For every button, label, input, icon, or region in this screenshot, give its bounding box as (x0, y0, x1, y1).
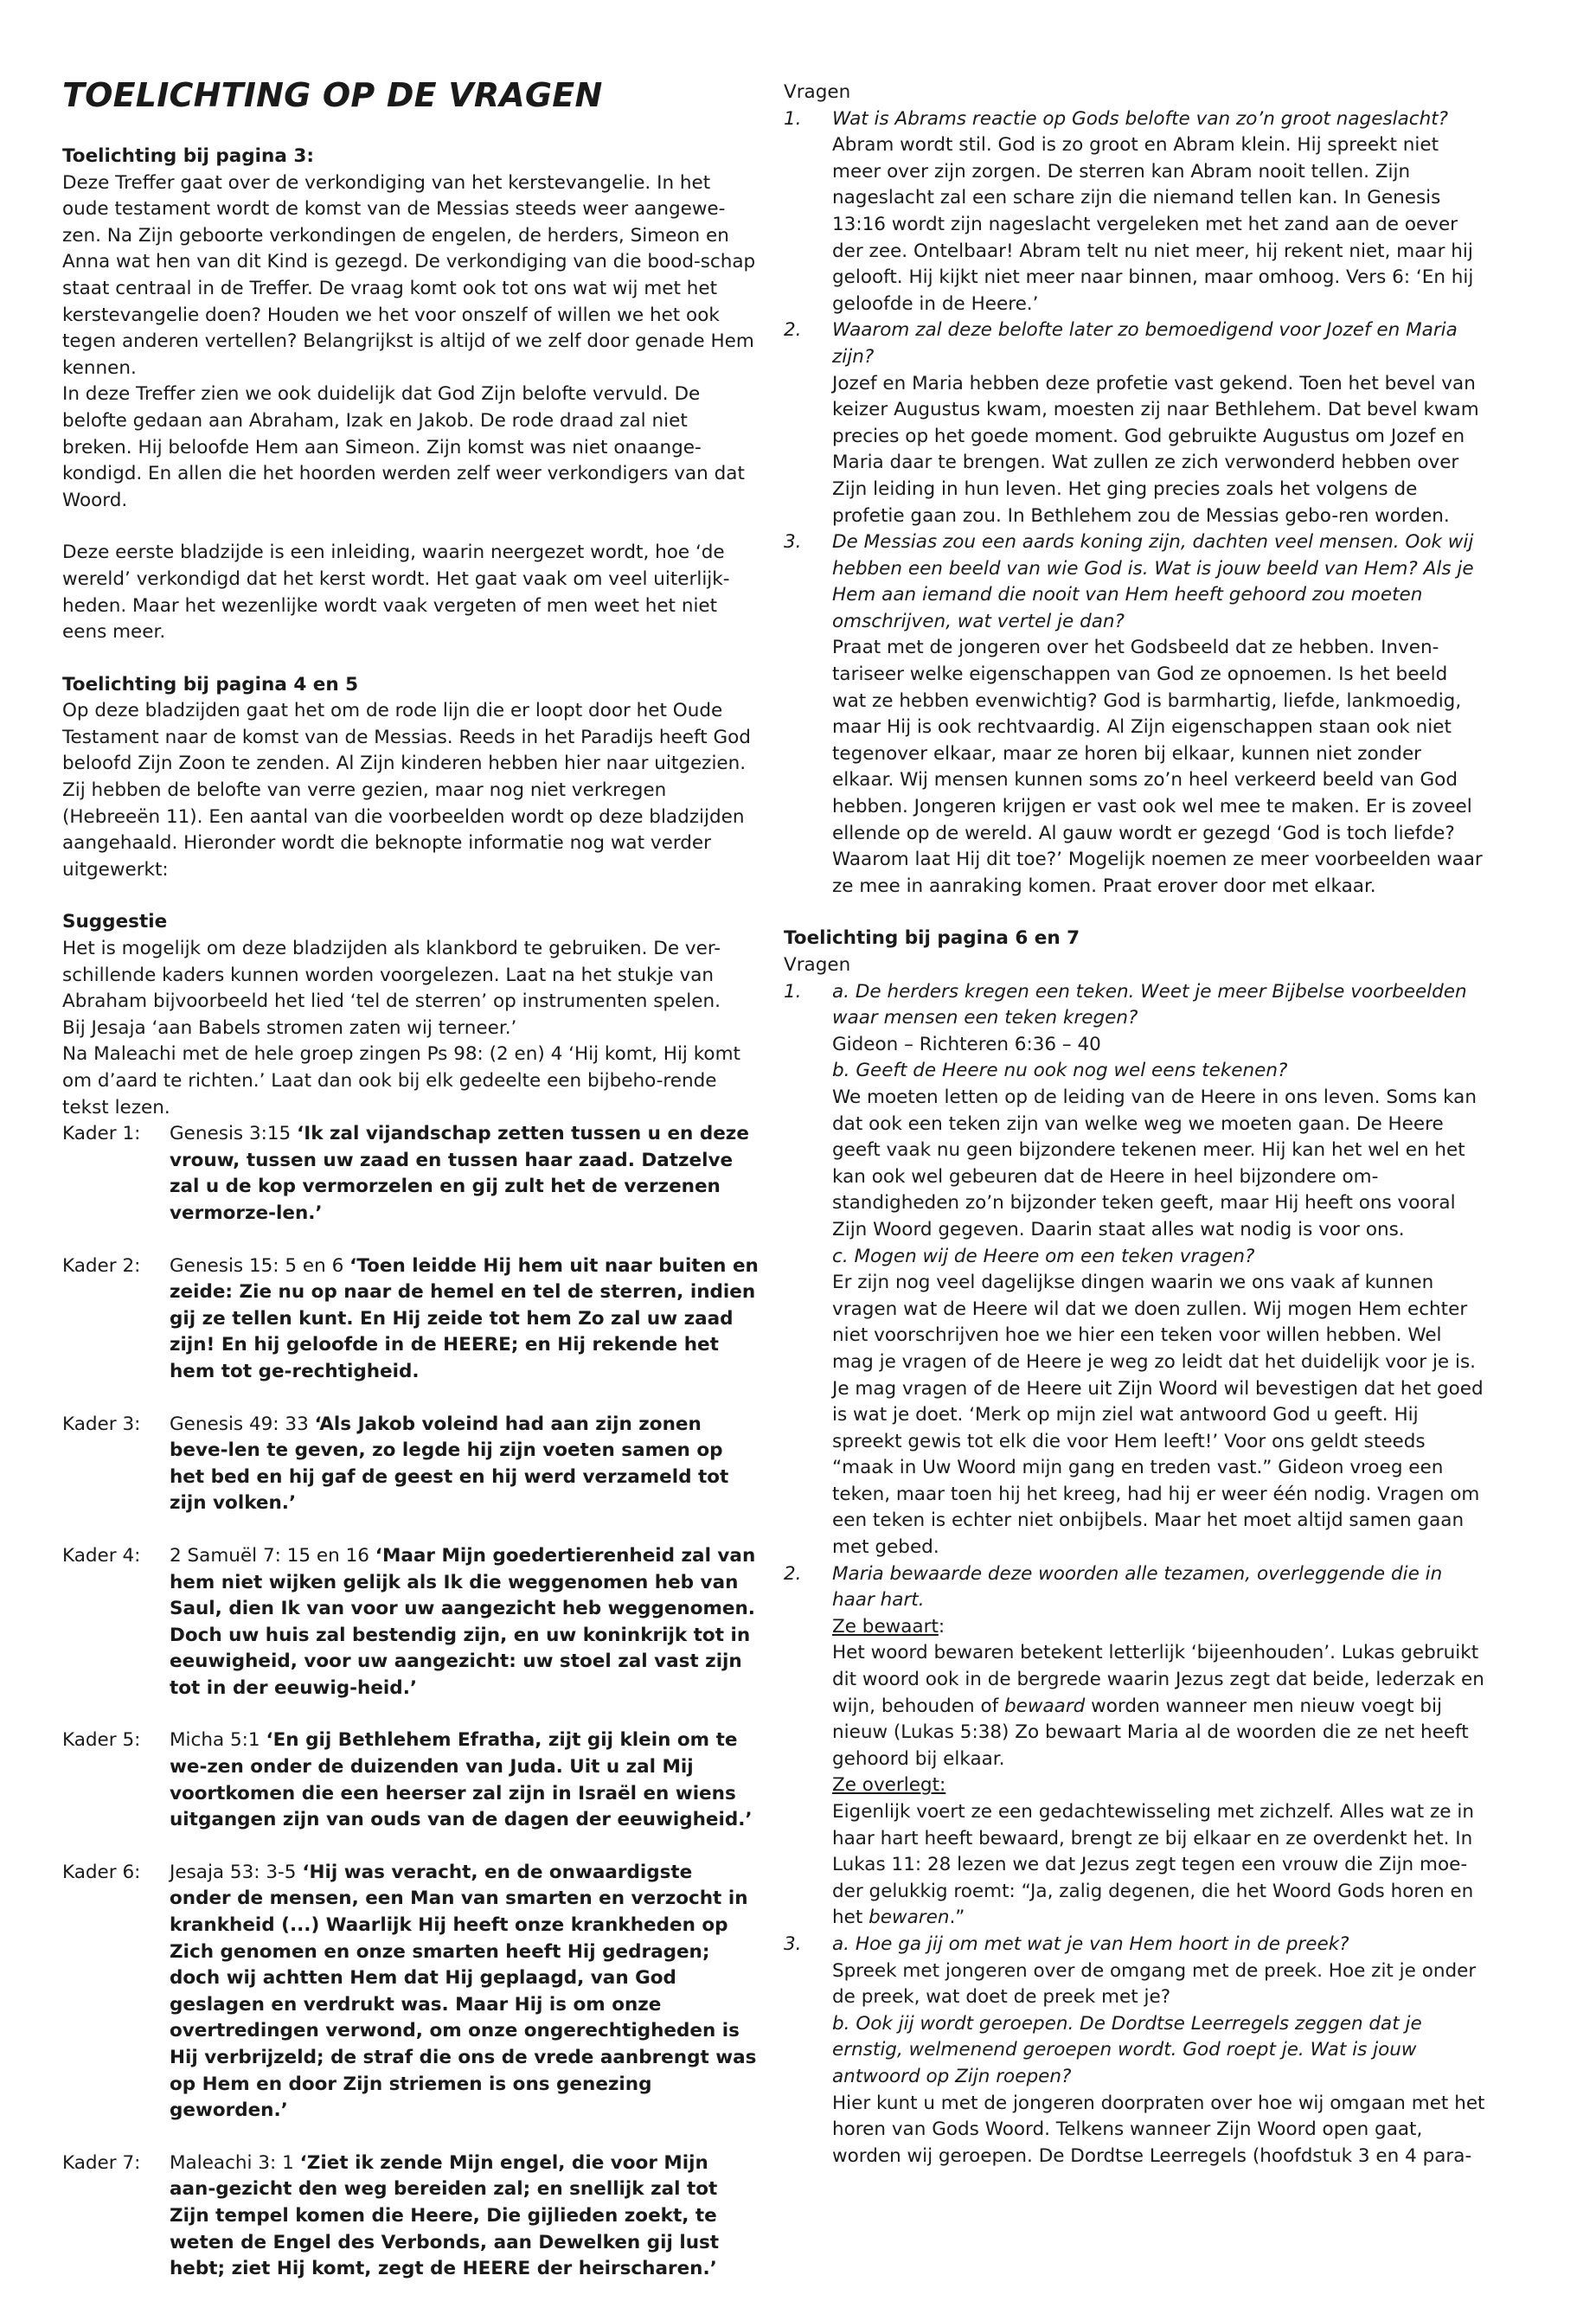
section-heading-page-3: Toelichting bij pagina 3: (62, 145, 314, 167)
question-item (784, 317, 1486, 529)
question-text: b. Geeft de Heere nu ook nog wel eens tekenen? (832, 1060, 1288, 1082)
question-number: 1. (784, 107, 802, 130)
kader-label: Kader 1: (62, 1123, 141, 1145)
answer-text: Praat met de jongeren over het Godsbeeld dat ze hebben. Inven-tariseer welke eigenschappen van God ze opnoemen. Is het beeld wat ze hebben evenwichtig? God is barmhartig, liefde, lankmoedig, maar Hij is ook rechtvaardig. Al Zijn eigenschappen staan ook niet tegenover elkaar, maar ze horen bij elkaar, kunnen niet zonder elkaar. Wij mensen kunnen soms zo’n heel verkeerd beeld van God hebben. Jongeren krijgen er vast ook wel mee te maken. Er is zoveel ellende op de wereld. Al gauw wordt er gezegd ‘God is toch liefde? Waarom laat Hij dit toe?’ Mogelijk noemen ze meer voorbeelden waar ze mee in aanraking komen. Praat erover door met elkaar. (832, 637, 1483, 897)
kader-item (62, 1412, 760, 1517)
right-column (784, 80, 1486, 2170)
kader-quote: ‘En gij Bethlehem Efratha, zijt gij klein om te we-zen onder de duizenden van Juda. Uit u zal Mij voortkomen die een heerser zal zijn in Israël en wiens uitgangen zijn van ouds van de dagen der eeuwigheid.’ (170, 1729, 753, 1831)
question-number: 3. (784, 1932, 802, 1955)
question-item (784, 979, 1486, 1561)
kader-item (62, 1543, 760, 1702)
question-text: Waarom zal deze belofte later zo bemoedigend voor Jozef en Maria zijn? (832, 319, 1458, 368)
paragraph: Deze Treffer gaat over de verkondiging van het kerstevangelie. In het oude testament wordt de komst van de Messias steeds weer aangewe-zen. Na Zijn geboorte verkondingen de engelen, de herders, Simeon en Anna wat hen van dit Kind is gezegd. De verkondiging van die bood-schap staat centraal in de Treffer. De vraag komt ook tot ons wat wij met het kerstevangelie doen? Houden we het voor onszelf of willen we het ook tegen anderen vertellen? Belangrijkst is altijd of we zelf door genade Hem kennen. (62, 171, 756, 379)
answer-text: Gideon – Richteren 6:36 – 40 (832, 1033, 1101, 1055)
section-heading-page-4-5: Toelichting bij pagina 4 en 5 (62, 673, 359, 695)
kader-reference: 2 Samuël 7: 15 en 16 (170, 1544, 369, 1567)
kader-item (62, 1860, 760, 2125)
kader-reference: Genesis 3:15 (170, 1123, 292, 1145)
kader-quote: ‘Als Jakob voleind had aan zijn zonen beve-len te geven, zo legde hij zijn voeten samen op het bed en hij gaf de geest en hij werd verzameld tot zijn volken.’ (170, 1413, 729, 1515)
question-item (784, 1932, 1486, 2170)
subheading-bewaart: Ze bewaart (832, 1615, 939, 1638)
answer-text: Eigenlijk voert ze een gedachtewisseling met zichzelf. Alles wat ze in haar hart heeft bewaard, brengt ze bij elkaar en ze overdenkt het. In Lukas 11: 28 lezen we dat Jezus zegt tegen een vrouw die Zijn moe-der gelukkig roemt: “Ja, zalig degenen, die het Woord Gods horen en het bewaren.” (832, 1801, 1474, 1929)
paragraph: In deze Treffer zien we ook duidelijk dat God Zijn belofte vervuld. De belofte gedaan aan Abraham, Izak en Jakob. De rode draad zal niet breken. Hij beloofde Hem aan Simeon. Zijn komst was niet onaange-kondigd. En allen die het hoorden werden zelf weer verkondigers van dat Woord. (62, 383, 745, 511)
question-text: Maria bewaarde deze woorden alle tezamen, overleggende die in haar hart. (832, 1562, 1443, 1612)
kader-label: Kader 5: (62, 1729, 141, 1752)
vragen-label: Vragen (784, 81, 851, 103)
kader-item (62, 1121, 760, 1227)
answer-text: Abram wordt stil. God is zo groot en Abram klein. Hij spreekt niet meer over zijn zorgen. De sterren kan Abram nooit tellen. Zijn nageslacht zal een schare zijn die niemand tellen kan. In Genesis 13:16 wordt zijn nageslacht vergeleken met het zand aan de oever der zee. Ontelbaar! Abram telt nu niet meer, hij rekent niet, maar hij gelooft. Hij kijkt niet meer naar binnen, maar omhoog. Vers 6: ‘En hij geloofde in de Heere.’ (832, 134, 1474, 315)
question-text: a. Hoe ga jij om met wat je van Hem hoort in de preek? (832, 1932, 1349, 1955)
kader-label: Kader 7: (62, 2151, 141, 2174)
answer-text: Er zijn nog veel dagelijkse dingen waarin we ons vaak af kunnen vragen wat de Heere wil dat we doen zullen. Wij mogen Hem echter niet voorschrijven hoe we hier een teken voor willen hebben. Wel mag je vragen of de Heere je weg zo leidt dat het duidelijk voor je is. Je mag vragen of de Heere uit Zijn Woord wil bevestigen dat het goed is wat je doet. ‘Merk op mijn ziel wat antwoord God u geeft. Hij spreekt gewis tot elk die voor Hem leeft!’ Voor ons geldt steeds “maak in Uw Woord mijn gang en treden vast.” Gideon vroeg een teken, maar toen hij het kreeg, had hij er weer één nodig. Vragen om een teken is echter niet onbijbels. Maar het moet altijd samen gaan met gebed. (832, 1272, 1484, 1559)
paragraph: Op deze bladzijden gaat het om de rode lijn die er loopt door het Oude Testament naar de komst van de Messias. Reeds in het Paradijs heeft God beloofd Zijn Zoon te zenden. Al Zijn kinderen hebben hier naar uitgezien. Zij hebben de belofte van verre gezien, maar nog niet verkregen (Hebreeën 11). Een aantal van die voorbeelden wordt op deze bladzijden aangehaald. Hieronder wordt die beknopte informatie nog wat verder uitgewerkt: (62, 700, 751, 881)
paragraph: Na Maleachi met de hele groep zingen Ps 98: (2 en) 4 ‘Hij komt, Hij komt om d’aard te richten.’ Laat dan ook bij elk gedeelte een bijbeho-rende tekst lezen. (62, 1043, 740, 1118)
kader-item (62, 1727, 760, 1833)
subheading: Ze bewaart: (832, 1615, 945, 1638)
question-text: b. Ook jij wordt geroepen. De Dordtse Leerregels zeggen dat je ernstig, welmenend geroepen wordt. God roept je. Wat is jouw antwoord op Zijn roepen? (832, 2012, 1422, 2087)
kader-quote: ‘Maar Mijn goedertierenheid zal van hem niet wijken gelijk als Ik die weggenomen heb van Saul, dien Ik van voor uw aangezicht heb weggenomen. Doch uw huis zal bestendig zijn, en uw koninkrijk tot in eeuwigheid, voor uw aangezicht: uw stoel zal vast zijn tot in der eeuwig-heid.’ (170, 1544, 756, 1699)
question-text: c. Mogen wij de Heere om een teken vragen? (832, 1245, 1255, 1267)
kader-quote: ‘Toen leidde Hij hem uit naar buiten en zeide: Zie nu op naar de hemel en tel de sterren, indien gij ze tellen kunt. En Hij zeide tot hem Zo zal uw zaad zijn! En hij geloofde in de HEERE; en Hij rekende het hem tot ge-rechtigheid. (170, 1254, 759, 1382)
kader-reference: Jesaja 53: 3-5 (170, 1861, 297, 1883)
subheading-overlegt: Ze overlegt: (832, 1774, 946, 1797)
kader-label: Kader 4: (62, 1544, 141, 1567)
kader-item (62, 1253, 760, 1386)
answer-text: Jozef en Maria hebben deze profetie vast gekend. Toen het bevel van keizer Augustus kwam, moesten zij naar Bethlehem. Dat bevel kwam precies op het goede moment. God gebruikte Augustus om Jozef en Maria daar te brengen. Wat zullen ze zich verwonderd hebben over Zijn leiding in hun leven. Het ging precies zoals het volgens de profetie gaan zou. In Bethlehem zou de Messias gebo-ren worden. (832, 372, 1479, 527)
question-item (784, 106, 1486, 318)
kader-label: Kader 6: (62, 1861, 141, 1883)
left-column (62, 74, 760, 2283)
kader-reference: Genesis 15: 5 en 6 (170, 1254, 344, 1277)
paragraph: Deze eerste bladzijde is een inleiding, waarin neergezet wordt, hoe ‘de wereld’ verkondigd dat het kerst wordt. Het gaat vaak om veel uiterlijk-heden. Maar het wezenlijke wordt vaak vergeten of men weet het niet eens meer. (62, 542, 730, 644)
answer-text: Hier kunt u met de jongeren doorpraten over hoe wij omgaan met het horen van Gods Woord. Telkens wanneer Zijn Woord open gaat, worden wij geroepen. De Dordtse Leerregels (hoofdstuk 3 en 4 para- (832, 2092, 1485, 2167)
vragen-label: Vragen (784, 954, 851, 976)
question-text: Wat is Abrams reactie op Gods belofte van zo’n groot nageslacht? (832, 107, 1449, 130)
paragraph: Het is mogelijk om deze bladzijden als klankbord te gebruiken. De ver-schillende kaders kunnen worden voorgelezen. Laat na het stukje van Abraham bijvoorbeeld het lied ‘tel de sterren’ op instrumenten spelen. (62, 938, 721, 1013)
question-number: 1. (784, 980, 802, 1003)
question-number: 2. (784, 1562, 802, 1585)
question-number: 3. (784, 531, 802, 554)
question-number: 2. (784, 319, 802, 342)
answer-text: Het woord bewaren betekent letterlijk ‘bijeenhouden’. Lukas gebruikt dit woord ook in de bergrede waarin Jezus zegt dat beide, lederzak en wijn, behouden of bewaard worden wanneer men nieuw voegt bij nieuw (Lukas 5:38) Zo bewaart Maria al de woorden die ze net heeft gehoord bij elkaar. (832, 1642, 1484, 1770)
question-text: De Messias zou een aards koning zijn, dachten veel mensen. Ook wij hebben een beeld van wie God is. Wat is jouw beeld van Hem? Als je Hem aan iemand die nooit van Hem heeft gehoord zou moeten omschrijven, wat vertel je dan? (832, 531, 1474, 632)
kader-item (62, 2150, 760, 2283)
kader-quote: ‘Ik zal vijandschap zetten tussen u en deze vrouw, tussen uw zaad en tussen haar zaad. Datzelve zal u de kop vermorzelen en gij zult het de verzenen vermorze-len.’ (170, 1123, 749, 1224)
kader-reference: Micha 5:1 (170, 1729, 260, 1752)
answer-text: Spreek met jongeren over de omgang met de preek. Hoe zit je onder de preek, wat doet de preek met je? (832, 1959, 1477, 2009)
section-heading-suggestie: Suggestie (62, 911, 168, 933)
section-heading-page-6-7: Toelichting bij pagina 6 en 7 (784, 927, 1080, 950)
question-item (784, 529, 1486, 900)
kader-quote: ‘Hij was veracht, en de onwaardigste onder de mensen, een Man van smarten en verzocht in krankheid (...) Waarlijk Hij heeft onze krankheden op Zich genomen en onze smarten heeft Hij gedragen; doch wij achtten Hem dat Hij geplaagd, van God geslagen en verdrukt was. Maar Hij is om onze overtredingen verwond, om onze ongerechtigheden is Hij verbrijzeld; de straf die ons de vrede aanbrengt was op Hem en door Zijn striemen is ons genezing geworden.’ (170, 1861, 757, 2122)
kader-quote: ‘Ziet ik zende Mijn engel, die voor Mijn aan-gezicht den weg bereiden zal; en snellijk zal tot Zijn tempel komen die Heere, Die gijlieden zoekt, te weten de Engel des Verbonds, aan Dewelken gij lust hebt; ziet Hij komt, zegt de HEERE der heirscharen.’ (170, 2151, 720, 2280)
kader-label: Kader 3: (62, 1413, 141, 1435)
paragraph: Bij Jesaja ‘aan Babels stromen zaten wij terneer.’ (62, 1016, 517, 1039)
page-title: TOELICHTING OP DE VRAGEN (62, 76, 603, 114)
kader-label: Kader 2: (62, 1254, 141, 1277)
kader-reference: Maleachi 3: 1 (170, 2151, 294, 2174)
answer-text: We moeten letten op de leiding van de Heere in ons leven. Soms kan dat ook een teken zijn van welke weg we moeten gaan. De Heere geeft vaak nu geen bijzondere tekenen meer. Hij kan het wel en het kan ook wel gebeuren dat de Heere in heel bijzondere om-standigheden zo’n bijzonder teken geeft, maar Hij heeft ons vooral Zijn Woord gegeven. Daarin staat alles wat nodig is voor ons. (832, 1086, 1477, 1240)
kader-reference: Genesis 49: 33 (170, 1413, 309, 1435)
question-text: a. De herders kregen een teken. Weet je meer Bijbelse voorbeelden waar mensen een teken kregen? (832, 980, 1467, 1029)
question-item (784, 1561, 1486, 1932)
